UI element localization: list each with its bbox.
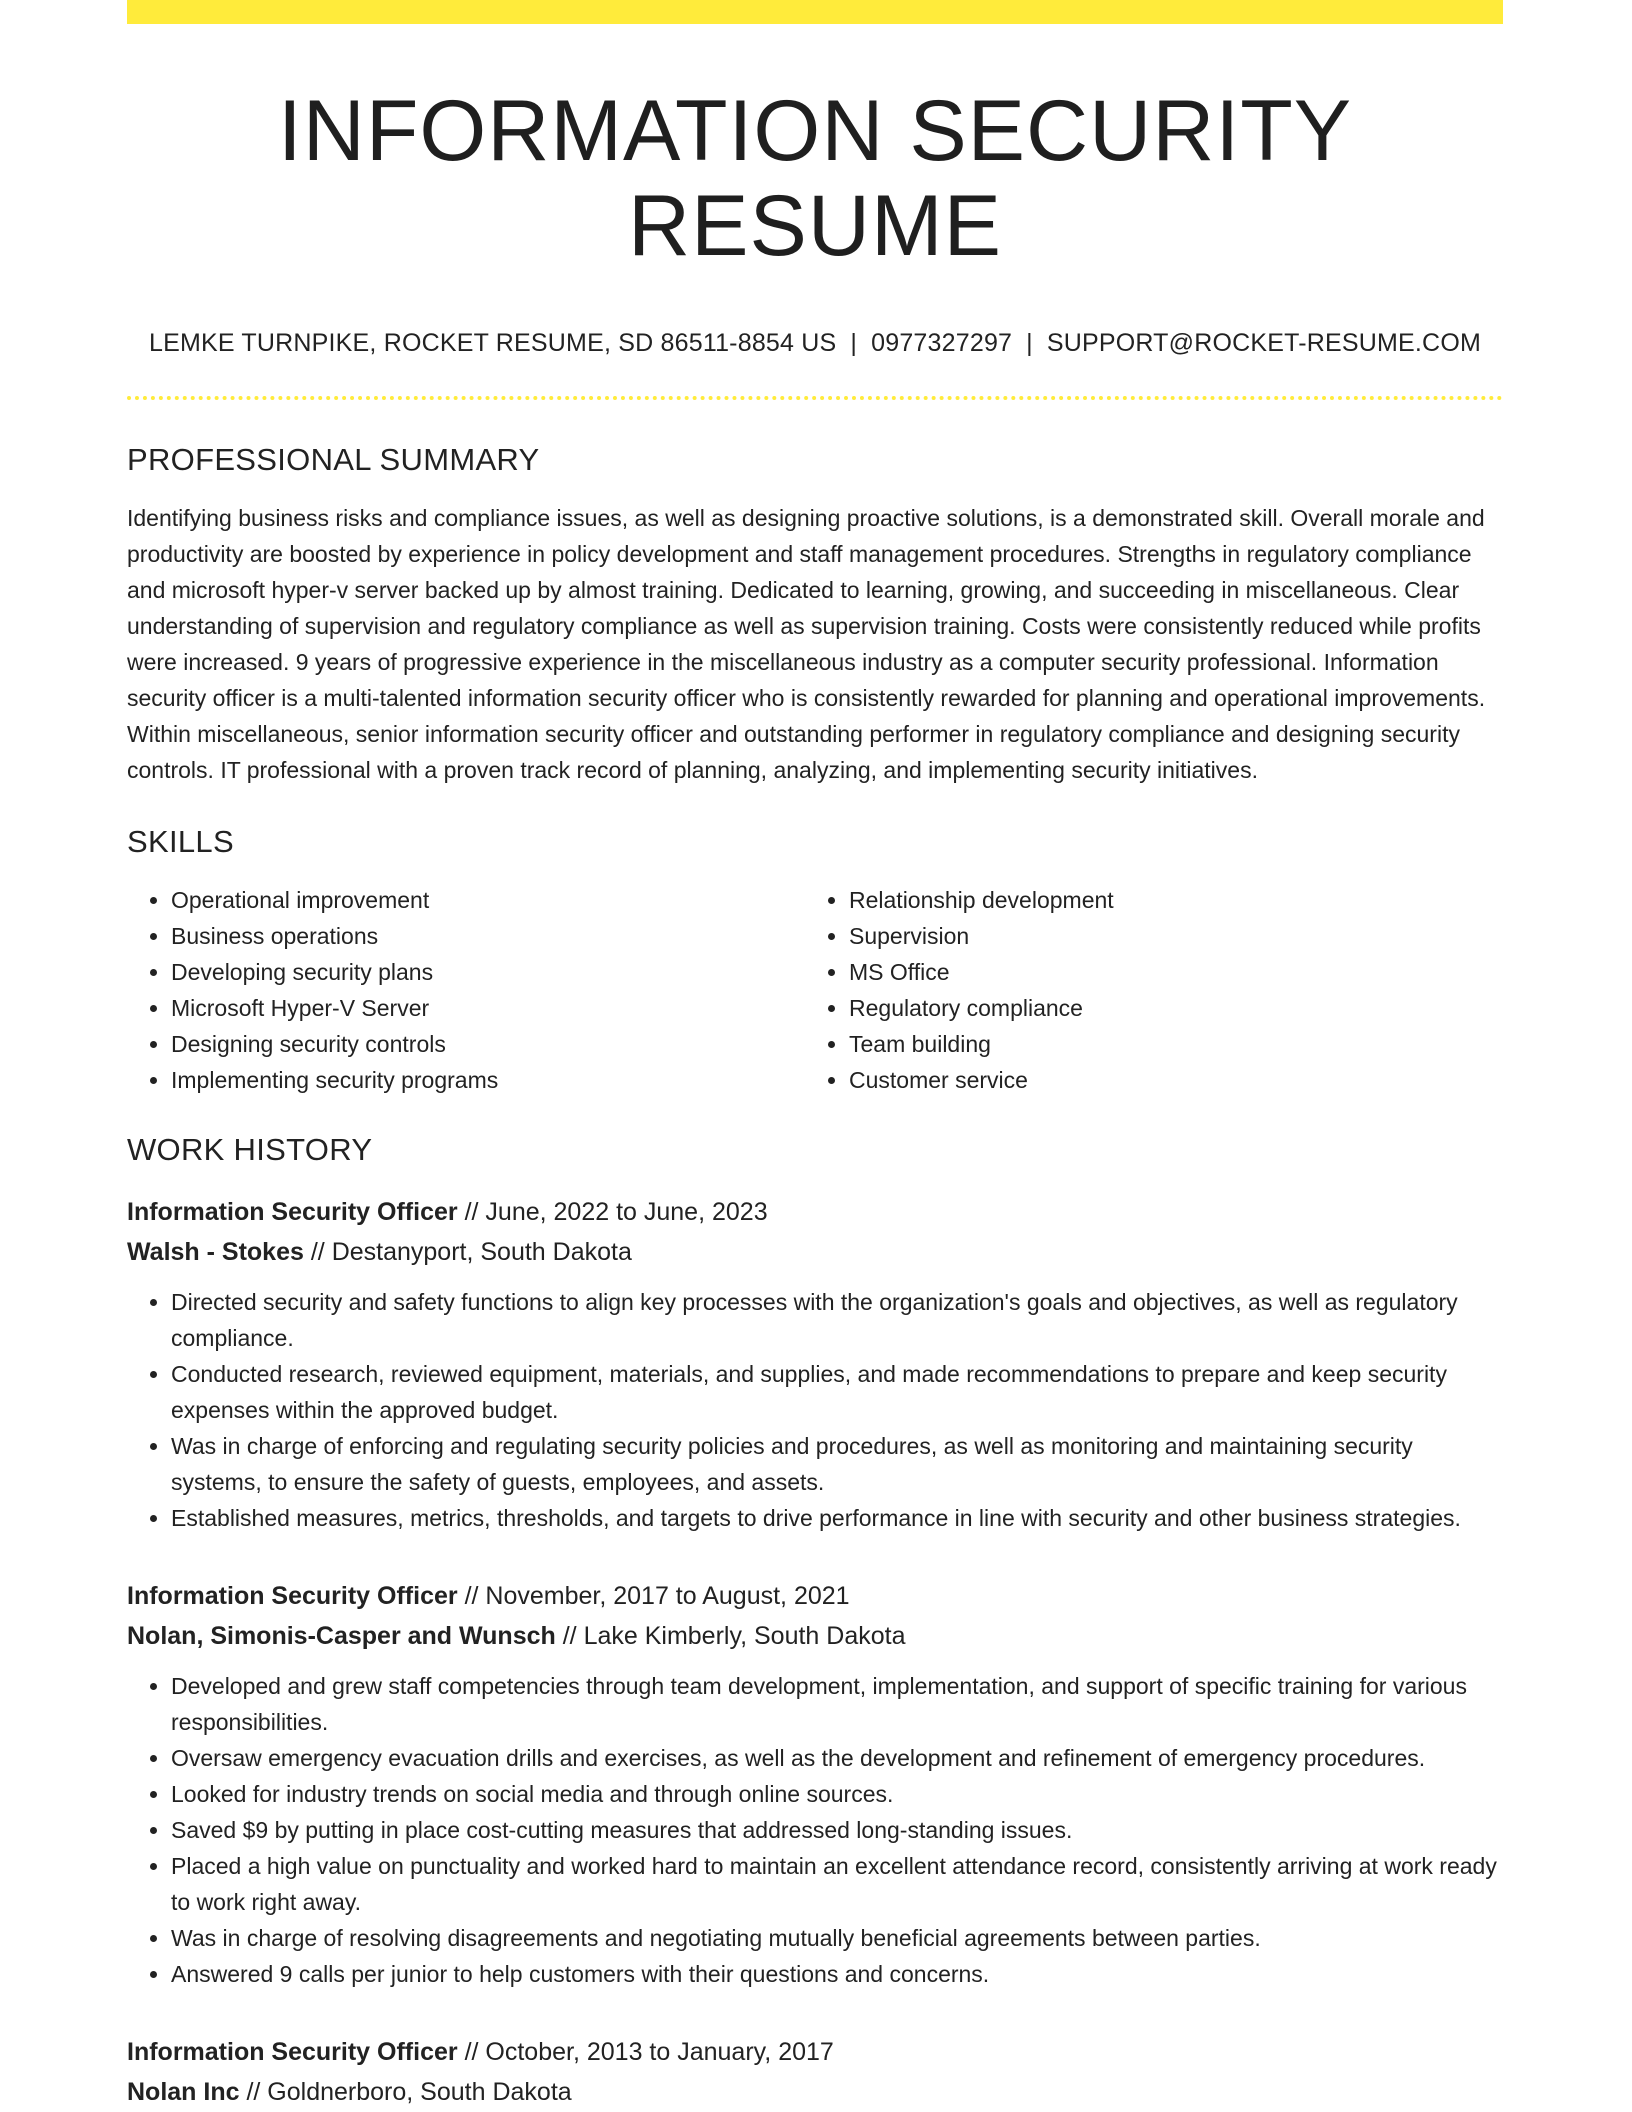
job-title: Information Security Officer <box>127 1198 458 1227</box>
job-bullet: • Placed a high value on punctuality and worked hard to maintain an excellent attendance record, consistently arriving at work ready to work right away. <box>171 1848 1503 1920</box>
job-title-line <box>127 1576 1503 1616</box>
job-bullet: • Was in charge of enforcing and regulating security policies and procedures, as well as monitoring and maintaining security systems, to ensure the safety of guests, employees, and assets. <box>171 1428 1503 1500</box>
job-location: // Lake Kimberly, South Dakota <box>562 1622 906 1651</box>
job-title: Information Security Officer <box>127 1582 458 1611</box>
job-bullet: • Directed security and safety functions to align key processes with the organization's goals and objectives, as well as regulatory compliance. <box>171 1284 1503 1356</box>
job-entry <box>127 1576 1503 1992</box>
job-company: Nolan Inc <box>127 2078 240 2107</box>
job-location: // Goldnerboro, South Dakota <box>246 2078 572 2107</box>
skill-item: • Implementing security programs <box>171 1062 805 1098</box>
skill-item: • Team building <box>849 1026 1483 1062</box>
job-bullets <box>127 1668 1503 1992</box>
job-company-line <box>127 1232 1503 1272</box>
job-company-line <box>127 2072 1503 2112</box>
skills-heading: SKILLS <box>127 824 234 860</box>
job-entry <box>127 2032 1503 2112</box>
skill-item: • Developing security plans <box>171 954 805 990</box>
skills-left-list <box>127 882 805 1098</box>
contact-line <box>127 329 1503 358</box>
job-company: Walsh - Stokes <box>127 1238 304 1267</box>
job-bullet: • Saved $9 by putting in place cost-cutting measures that addressed long-standing issues. <box>171 1812 1503 1848</box>
skill-item: • Customer service <box>849 1062 1483 1098</box>
skill-item: • Operational improvement <box>171 882 805 918</box>
job-company: Nolan, Simonis-Casper and Wunsch <box>127 1622 556 1651</box>
dotted-divider <box>127 396 1503 400</box>
contact-address: LEMKE TURNPIKE, ROCKET RESUME, SD 86511-8854 US <box>148 329 837 358</box>
work-history-heading: WORK HISTORY <box>127 1132 373 1168</box>
skills-right-list <box>805 882 1483 1098</box>
skill-item: • Designing security controls <box>171 1026 805 1062</box>
job-entry <box>127 1192 1503 1536</box>
skills-columns <box>127 882 1503 1098</box>
job-bullet: • Developed and grew staff competencies through team development, implementation, and support of specific training for various responsibilities. <box>171 1668 1503 1740</box>
job-dates: // October, 2013 to January, 2017 <box>464 2038 834 2067</box>
contact-phone: 0977327297 <box>871 329 1013 358</box>
job-bullet: • Conducted research, reviewed equipment, materials, and supplies, and made recommendations to prepare and keep security expenses within the approved budget. <box>171 1356 1503 1428</box>
summary-text: Identifying business risks and compliance issues, as well as designing proactive solutions, is a demonstrated skill. Overall morale and productivity are boosted by experience in policy development and staff management procedures. Strengths in regulatory compliance and microsoft hyper-v server backed up by almost training. Dedicated to learning, growing, and succeeding in miscellaneous. Clear understanding of supervision and regulatory compliance as well as supervision training. Costs were consistently reduced while profits were increased. 9 years of progressive experience in the miscellaneous industry as a computer security professional. Information security officer is a multi-talented information security officer who is consistently rewarded for planning and operational improvements. Within miscellaneous, senior information security officer and outstanding performer in regulatory compliance and designing security controls. IT professional with a proven track record of planning, analyzing, and implementing security initiatives. <box>127 505 1486 784</box>
contact-separator: | <box>850 329 858 358</box>
skill-item: • Supervision <box>849 918 1483 954</box>
job-bullets <box>127 1284 1503 1536</box>
job-company-line <box>127 1616 1503 1656</box>
skill-item: • Microsoft Hyper-V Server <box>171 990 805 1026</box>
resume-page <box>127 0 1503 2112</box>
skill-item: • MS Office <box>849 954 1483 990</box>
job-title: Information Security Officer <box>127 2038 458 2067</box>
skill-item: • Business operations <box>171 918 805 954</box>
contact-email: SUPPORT@ROCKET-RESUME.COM <box>1046 329 1481 358</box>
job-bullet: • Was in charge of resolving disagreements and negotiating mutually beneficial agreements between parties. <box>171 1920 1503 1956</box>
resume-title: INFORMATION SECURITY RESUME <box>277 83 1353 274</box>
contact-separator: | <box>1026 329 1033 358</box>
job-bullet: • Answered 9 calls per junior to help customers with their questions and concerns. <box>171 1956 1503 1992</box>
skill-item: • Relationship development <box>849 882 1483 918</box>
job-title-line <box>127 1192 1503 1232</box>
skill-item: • Regulatory compliance <box>849 990 1483 1026</box>
job-dates: // November, 2017 to August, 2021 <box>464 1582 850 1611</box>
accent-top-bar <box>127 0 1503 24</box>
summary-heading: PROFESSIONAL SUMMARY <box>127 442 540 478</box>
job-bullet: • Looked for industry trends on social media and through online sources. <box>171 1776 1503 1812</box>
job-bullet: • Oversaw emergency evacuation drills and exercises, as well as the development and refinement of emergency procedures. <box>171 1740 1503 1776</box>
job-title-line <box>127 2032 1503 2072</box>
job-bullet: • Established measures, metrics, thresholds, and targets to drive performance in line with security and other business strategies. <box>171 1500 1503 1536</box>
job-location: // Destanyport, South Dakota <box>310 1238 632 1267</box>
job-dates: // June, 2022 to June, 2023 <box>464 1198 768 1227</box>
